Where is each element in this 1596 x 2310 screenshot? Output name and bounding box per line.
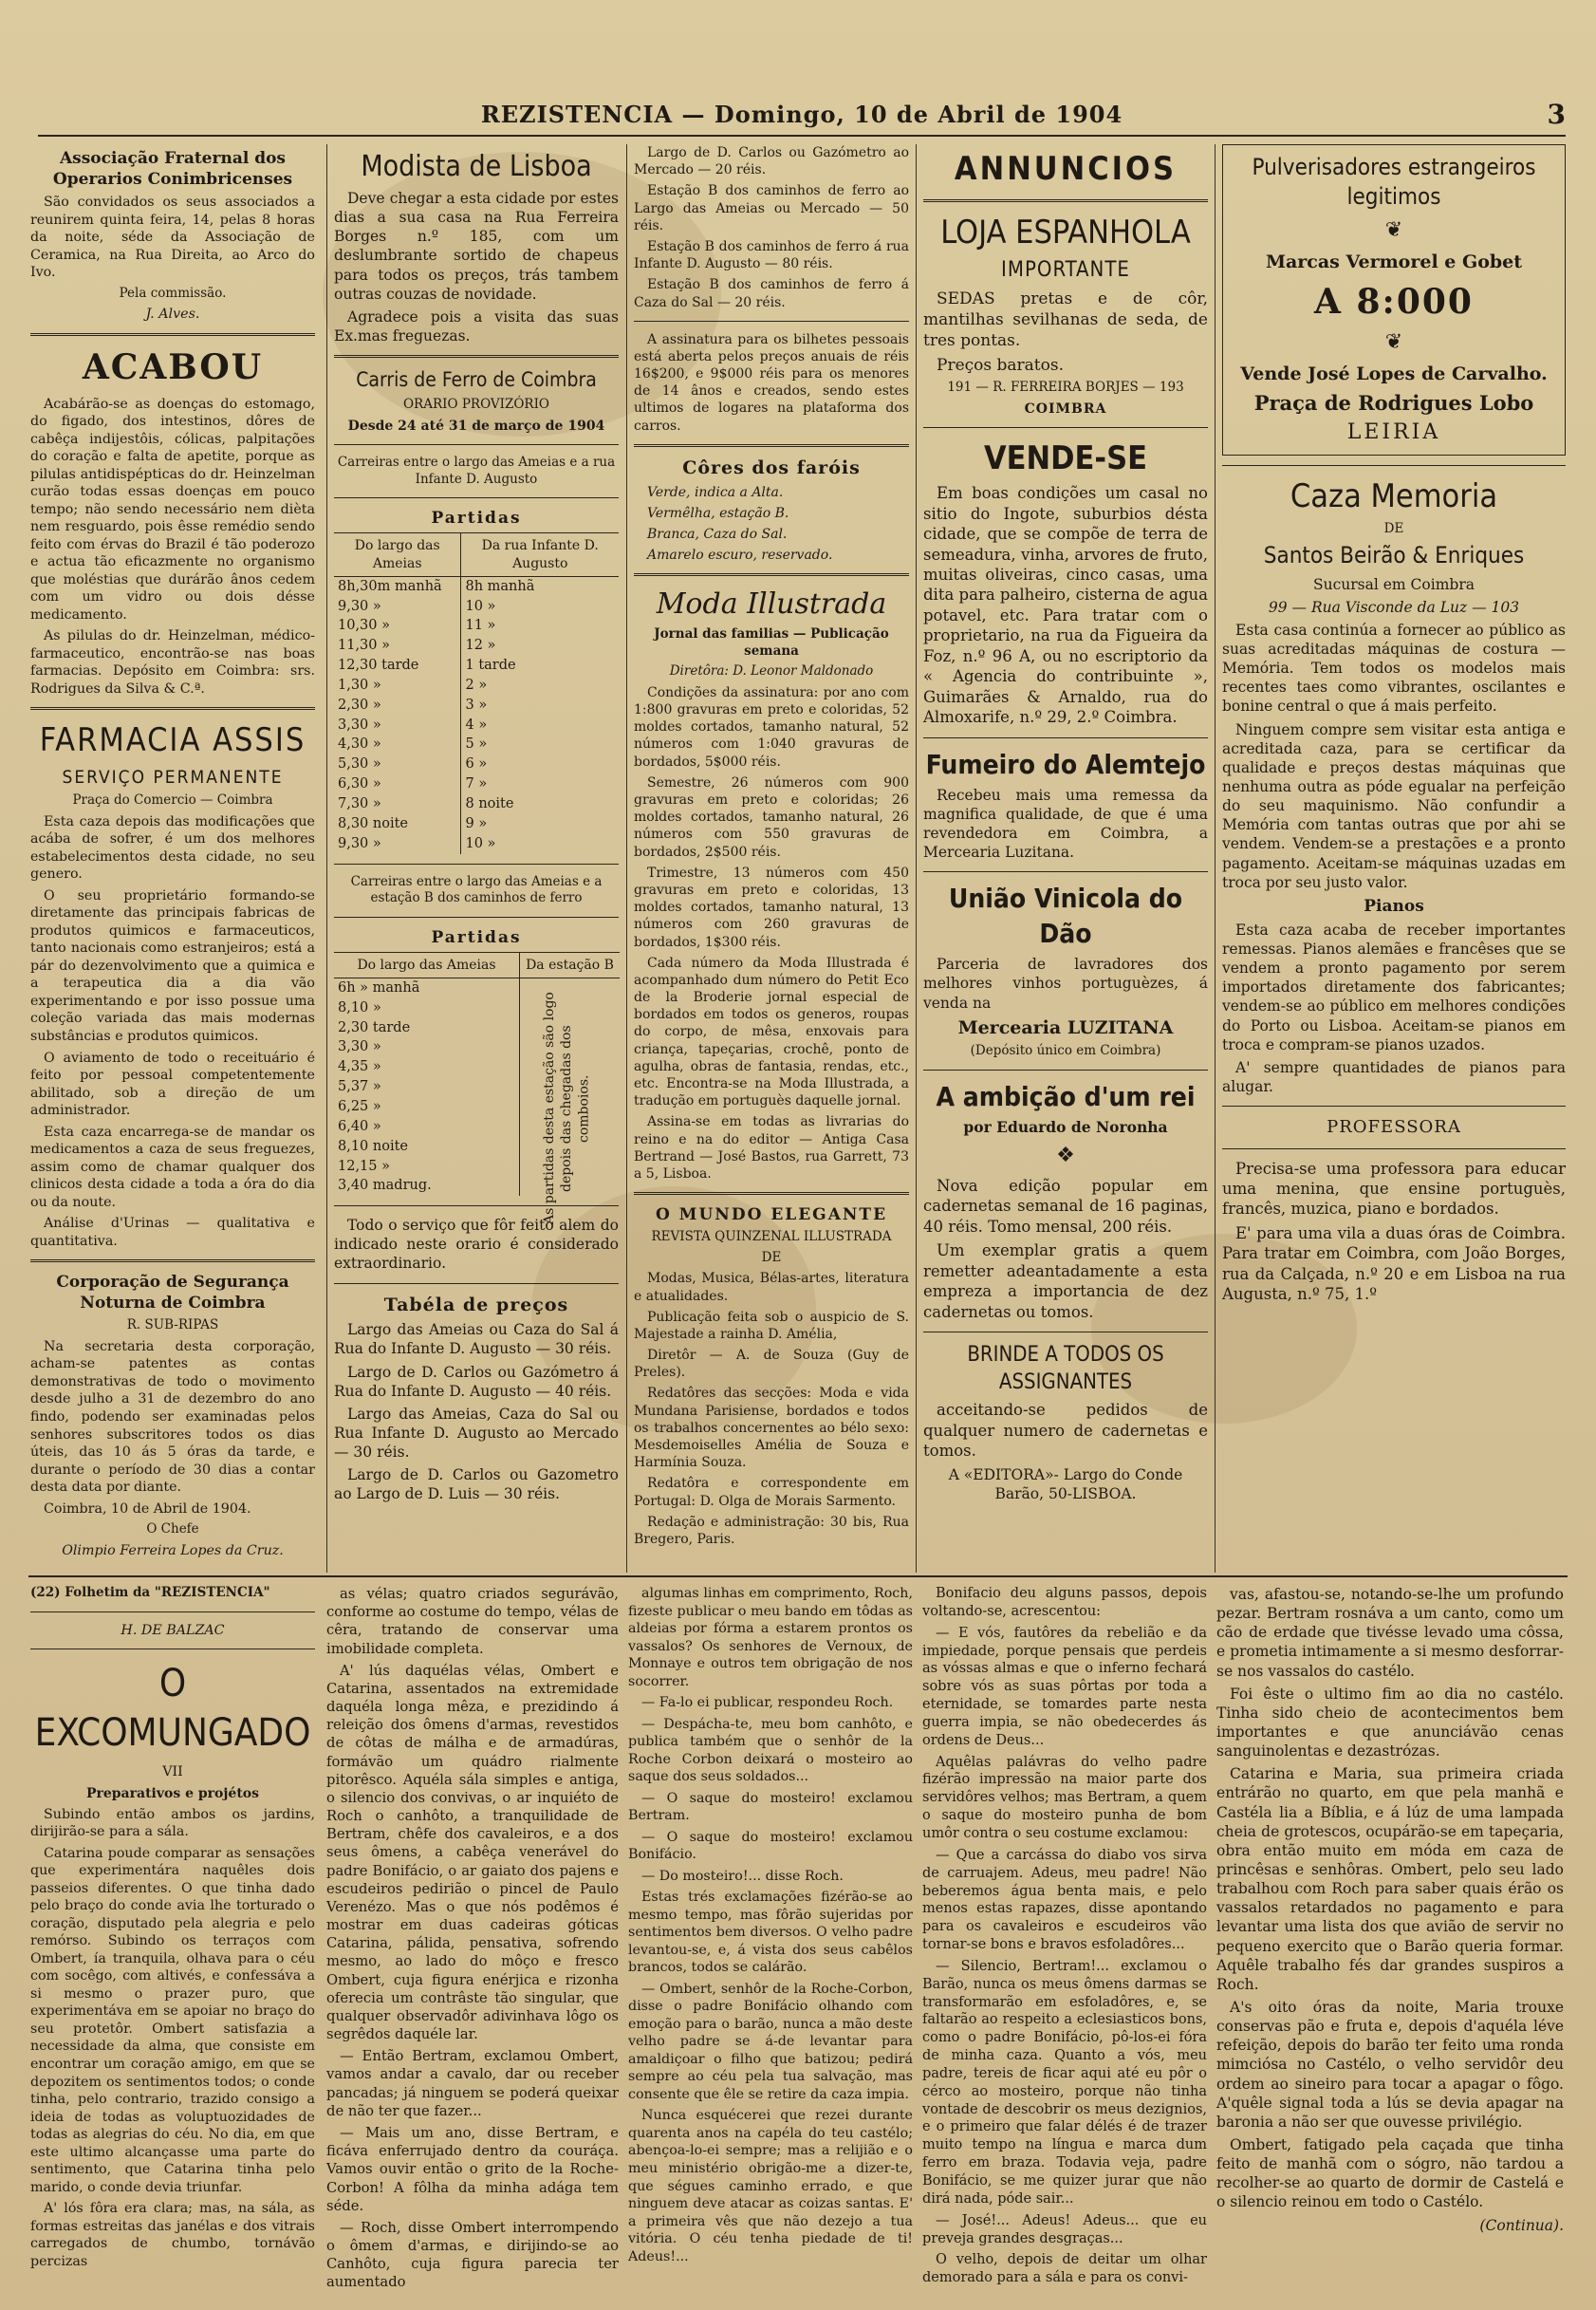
folhetim-col-3: [628, 1585, 913, 2269]
loja-subheading: IMPORTANTE: [1001, 258, 1130, 283]
mundo-subheading: REVISTA QUINZENAL ILLUSTRADA: [651, 1229, 892, 1245]
farmacia-heading: FARMACIA ASSIS: [39, 721, 306, 760]
folhetim-para: — Que a carcássa do diabo vos sirva de carruajem. Adeus, meu padre! Não beberemos água benta mais, e pelo menos estas rapazes, disse apontando para os cavaleiros e escudeiros vão tornar-se bons e bravos esfoladôres...: [922, 1847, 1207, 1953]
schedule-cell: 1 tarde: [465, 658, 516, 674]
mundo-body-5: Redatôra e correspondente em Portugal: D. Olga de Morais Sarmento.: [634, 1476, 909, 1509]
schedule-cell: 4 »: [465, 717, 488, 733]
schedule-row: [334, 576, 619, 596]
schedule-cell: 5,30 »: [334, 754, 461, 774]
folhetim-para: Catarina e Maria, sua primeira criada entrárão no quarto, em que pela manhã e Castéla lia a Bíblia, e á lúz de uma lampada cheia de grotescos, ocupárão-se em tapeçaria, obra então muito em móda em caza de princêsas e senhôras. Ombert, pelo seu lado trabalhou com Roch para saber quais érão os vassalos retardados no pagamento e para levantar uma lista dos que avião de servir no pequeno exercito que o Barão queria formar. Aquêle trabalho fés dar grandes suspiros a Roch.: [1216, 1765, 1564, 1993]
cores-heading: Côres dos faróis: [682, 456, 861, 478]
folhetim-label: (22) Folhetim da "REZISTENCIA": [30, 1585, 270, 1600]
schedule-cell: 5,37 »: [338, 1079, 381, 1095]
schedule-cell: 6,25 »: [338, 1098, 381, 1114]
schedule-note: As partidas desta estação são logo depois das chegadas dos comboios.: [542, 992, 592, 1225]
column-2: [334, 144, 619, 1508]
schedule-cell: 1,30 »: [334, 676, 461, 696]
schedule-row: [334, 774, 619, 794]
assoc-heading: Associação Fraternal dos Operarios Conimbricenses: [52, 149, 293, 190]
folhetim-para: — O saque do mosteiro! exclamou Bonifácio.: [628, 1829, 913, 1863]
schedule-col-header: Do largo das Ameias: [334, 952, 519, 978]
folhetim-para: — E vós, fautôres da rebelião e da impiedade, porque pensais que perdeis as vóssas almas e que o inferno fechará sobre vós as suas pôrtas por toda a eternidade, se tomardes parte nesta guerra impia, se não obedecerdes ás ordens de Deus...: [922, 1625, 1207, 1748]
folhetim-para: O velho, depois de deitar um olhar demorado para a sála e para os convi-: [922, 2252, 1207, 2286]
loja-address: 191 — R. FERREIRA BORJES — 193: [947, 380, 1184, 396]
uniao-heading: União Vinicola do Dão: [948, 883, 1183, 949]
folhetim-continua: (Continua).: [1479, 2216, 1564, 2234]
folhetim-para: — Silencio, Bertram!... exclamou o Barão, nunca os meus ômens darmas se transformarão em esfoladôres, e, se faltarão ao respeito a eclesiasticos bons, como o padre Bonifácio, pô-los-ei fóra de minha caza. Quanto a vós, meu padre, tereis de ficar aqui até eu pôr o cérco ao mosteiro, porque não tinha vontade de descobrir os meus dezignios, e o primeiro que falar délés é de trazer muito tempo na língua e marca dum ferro em braza. Todavia veja, padre Bonifácio, se me quizer jurar que não dirá nada, póde sair...: [922, 1958, 1207, 2207]
schedule-row: [334, 716, 619, 736]
schedule-cell: 3 »: [465, 697, 488, 713]
folhetim-author: H. DE BALZAC: [121, 1622, 225, 1638]
mundo-body-6: Redação e administração: 30 bis, Rua Bregero, Paris.: [634, 1514, 909, 1547]
carris-dates: Desde 24 até 31 de março de 1904: [347, 418, 605, 434]
schedule-row: [334, 1057, 519, 1077]
column-5: [1222, 144, 1566, 1309]
loja-heading: LOJA ESPANHOLA: [940, 214, 1191, 252]
caza-body-1: Esta casa continúa a fornecer ao público as suas acreditadas máquinas de costura — Memória. Tem todos os modelos mais recentes taes como vibrantes, oscilantes e bonine central o que á mais perfeito.: [1222, 621, 1566, 716]
folhetim-chapter-title: Preparativos e projétos: [85, 1785, 260, 1801]
column-rule: [1215, 144, 1216, 1573]
ornament-icon: ❦: [1384, 330, 1403, 355]
caza-address: 99 — Rua Visconde da Luz — 103: [1268, 598, 1520, 616]
precos-heading: Tabéla de preços: [383, 1294, 569, 1315]
brinde-body: acceitando-se pedidos de qualquer numero de cadernetas e tomos.: [923, 1401, 1208, 1461]
schedule-row: [334, 636, 619, 656]
professora-body-2: E' para uma vila a duas óras de Coimbra. Para tratar em Coimbra, com João Borges, rua da Calçada, n.º 20 e em Lisboa na rua Augusta, n.º 75, 1.º: [1222, 1223, 1566, 1304]
corporacao-signer: Olimpio Ferreira Lopes da Cruz.: [62, 1542, 284, 1558]
schedule-row: [334, 998, 519, 1018]
pianos-heading: Pianos: [1364, 896, 1424, 916]
folhetim-col-1: [30, 1585, 315, 2274]
mundo-body-2: Publicação feita sob o auspicio de S. Majestade a rainha D. Amélia,: [634, 1309, 909, 1342]
schedule-cell: 6,40 »: [338, 1118, 381, 1134]
pulv-praca: Praça de Rodrigues Lobo: [1253, 390, 1534, 415]
assoc-signer: J. Alves.: [145, 307, 200, 323]
corporacao-body: Na secretaria desta corporação, acham-se patentes as contas demonstrativas de todo o movimento desde julho a 31 de dezembro do ano findo, podendo ser examinadas pelos senhores subscritores todos os dias úteis, das 10 ás 5 óras da tarde, e durante o período de 30 dias a contar desta data por diante.: [30, 1338, 315, 1496]
folhetim-para: Foi êste o ultimo fim ao dia no castélo. Tinha sido cheio de acontecimentos bem importantes e que anunciávão cenas sanguinolentas e dezastrózas.: [1216, 1685, 1564, 1760]
schedule-cell: 8h manhã: [465, 578, 535, 594]
schedule-row: [334, 1077, 519, 1097]
schedule-cell: 12,30 tarde: [334, 656, 461, 676]
column-3: [634, 144, 909, 1552]
partidas-heading-1: Partidas: [431, 509, 522, 529]
fumeiro-heading: Fumeiro do Alemtejo: [925, 748, 1206, 780]
schedule-cell: 8,10 noite: [338, 1138, 409, 1154]
schedule-cell: 8 noite: [465, 796, 514, 811]
column-4: [923, 144, 1208, 1507]
folhetim-title: O EXCOMUNGADO: [34, 1662, 311, 1756]
moda-body-4: Cada número da Moda Illustrada é acompanhado dum número do Petit Eco de la Broderie jornal especial de bordados em todos os generos, roupas do corpo, de mêsa, enxovais para criança, tapeçarias, crochê, ponto de agulha, obras de fantasia, rendas, etc., etc. Encontra-se na Moda Illustrada, a tradução em portuguès daquelle jornal.: [634, 955, 909, 1109]
folhetim-separator: [28, 1575, 1568, 1577]
brinde-heading: BRINDE A TODOS OS ASSIGNANTES: [967, 1343, 1164, 1394]
precos-line-3: Largo das Ameias, Caza do Sal ou Rua Infante D. Augusto ao Mercado — 30 réis.: [334, 1405, 619, 1462]
folhetim-para: — Roch, disse Ombert interrompendo o ômem d'armas, e dirijindo-se ao Canhôto, cuja figura parecia ter aumentado: [326, 2219, 619, 2291]
loja-body: SEDAS pretas e de côr, mantilhas sevilhanas de seda, de tres pontas.: [923, 289, 1208, 351]
folhetim-col-5: [1216, 1585, 1564, 2239]
schedule-row: [334, 834, 619, 854]
schedule-cell: 6 »: [465, 756, 488, 773]
column-rule: [916, 144, 917, 1573]
ornament-icon: ❖: [1056, 1144, 1075, 1168]
folhetim-para: Nunca esquécerei que rezei durante quarenta anos na capéla do teu castélo; abençoa-lo-ei sempre; mas a relijião e o meu ministério obrigão-me a dizer-te, que ségues caminho errado, e que ninguem deve atacar as coizas santas. E' a primeira vês que não dezejo a tua vitória. O céu tenha piedade de ti! Adeus!...: [628, 2108, 913, 2264]
schedule-cell: 10 »: [465, 835, 496, 851]
moda-body-1: Condições da assinatura: por ano com 1:800 gravuras em preto e coloridas, 52 moldes cortados, tamanho natural, 52 números com 1:040 gravuras de bordados, 5$000 réis.: [634, 684, 909, 770]
modista-heading: Modista de Lisboa: [361, 150, 592, 183]
folhetim-chapter: VII: [162, 1764, 183, 1780]
moda-body-5: Assina-se em todas as livrarias do reino e na do editor — Antiga Casa Bertrand — José Bastos, rua Garrett, 73 a 5, Lisboa.: [634, 1114, 909, 1182]
caza-heading: Caza Memoria: [1290, 476, 1498, 515]
folhetim-para: A' lós fôra era clara; mas, na sála, as formas estreitas das janélas e dos vitrais carregados de chumbo, tornávão percizas: [30, 2201, 315, 2269]
loja-prices: Preços baratos.: [937, 356, 1064, 376]
schedule-row: [334, 1117, 519, 1137]
folhetim-para: — José!... Adeus! Adeus... que eu preveja grandes desgraças...: [922, 2212, 1207, 2246]
schedule-cell: 9,30 »: [334, 597, 461, 617]
column-rule: [326, 144, 327, 1573]
schedule-cell: 9 »: [465, 815, 488, 831]
pulv-price: A 8:000: [1314, 281, 1474, 322]
partidas-heading-2: Partidas: [431, 927, 522, 947]
folhetim-col-4: [922, 1585, 1207, 2291]
farmacia-body-3: O aviamento de todo o receituário é feito por pessoal competentemente abilitado, sob a direção de um administrador.: [30, 1050, 315, 1119]
schedule-cell: 3,30 »: [334, 716, 461, 736]
precos-line-6: Estação B dos caminhos de ferro ao Largo das Ameias ou Mercado — 50 réis.: [634, 183, 909, 233]
acabou-body-2: As pilulas do dr. Heinzelman, médico-farmaceutico, encontrão-se nas boas farmacias. Depósito em Coimbra: srs. Rodrigues da Silva & C.ª.: [30, 628, 315, 697]
caza-owners: Santos Beirão & Enriques: [1263, 542, 1525, 569]
schedule-col-header: Da estação B: [520, 952, 620, 978]
caza-body-2: Ninguem compre sem visitar esta antiga e acreditada caza, para se certificar da qualidade e preços destas máquinas que nenhuma outra as póde egualar na perfeição do seu maquinismo. Não confundir a Memória com tantas outras que por ahi se vendem. Vendem-se a prestações e a pronto pagamento. Aceitam-se máquinas uzadas em troca por seu justo valor.: [1222, 720, 1566, 891]
professora-heading: PROFESSORA: [1327, 1117, 1461, 1138]
carris-footnote: Todo o serviço que fôr feito alem do indicado neste orario é considerado extraordinario.: [334, 1217, 619, 1273]
schedule-cell: 12,15 »: [338, 1158, 390, 1174]
vende-body: Em boas condições um casal no sitio do Ingote, suburbios désta cidade, que se compõe de terra de semeadura, vinha, arvores de fruto, muitas oliveiras, cinco casas, uma dita para palheiro, cisterna de agua potavel, etc. Para tratar com o proprietario, na rua da Figueira da Foz, n.º 96 A, ou no escriptorio da « Agencia do contribuinte », Guimarães & Arnaldo, rua do Almoxarife, n.º 29, 2.º Coimbra.: [923, 484, 1208, 727]
fumeiro-body: Recebeu mais uma remessa da magnifica qualidade, de que é uma revendedora em Coimbra, a Mercearia Luzitana.: [923, 786, 1208, 862]
page-number: 3: [1547, 99, 1566, 130]
schedule-cell: 4,35 »: [338, 1059, 381, 1075]
ambicao-body-1: Nova edição popular em cadernetas semanal de 16 paginas, 40 réis. Tomo mensal, 200 réis.: [923, 1177, 1208, 1236]
folhetim-para: Estas trés exclamações fizérão-se ao mesmo tempo, mas fôrão sujeridas por sentimentos bem diversos. O velho padre levantou-se, e, á vista dos seus cabêlos brancos, todos se calárão.: [628, 1890, 913, 1976]
schedule-row: [334, 794, 619, 814]
schedule-cell: 9,30 »: [334, 834, 461, 854]
folhetim-para: A' lús daquélas vélas, Ombert e Catarina, assentados na extremidade daquéla longa mêza, e prezidindo á releição dos ômens d'armas, revestidos de côtas de málha e de armadúras, formávão um quádro rialmente pitorêsco. Aquéla sála simples e antiga, o silencio dos convivas, o ar inquiéto de Roch o canhôto, a tranquilidade de Bertram, chêfe dos cavaleiros, e a dos seus ômens, a cabêça venerável do padre Bonifácio, o ar gaiato dos pajens e escudeiros pedirião o pincel de Paulo Verenézo. Mas o que nós podêmos é mostrar em duas cadeiras góticas Catarina, pálida, pensativa, sofrendo mesmo, ao lado do môço e fresco Ombert, cuja figura enérjica e rizonha oferecia um contrâste tão singular, que qualquer observadôr adivinhava lôgo os segrêdos daquéle lar.: [326, 1662, 619, 2043]
schedule-cell: 4,30 »: [334, 735, 461, 754]
folhetim-col-2: [326, 1585, 619, 2296]
folhetim-para: Aquêlas palávras do velho padre fizérão impressão na maior parte dos servidôres velhos; mas Bertram, a quem o saque do mosteiro punha de bom umôr contra o seu costume exclamou:: [922, 1754, 1207, 1841]
carris-subheading: ORARIO PROVIZÓRIO: [402, 397, 549, 413]
schedule-row: [334, 754, 619, 774]
schedule-row: [334, 656, 619, 676]
schedule-row: [334, 696, 619, 716]
vende-heading: VENDE-SE: [983, 439, 1148, 478]
schedule-table-1: [334, 532, 619, 853]
schedule-table-2: [334, 952, 519, 1196]
uniao-deposito: (Depósito único em Coimbra): [970, 1043, 1161, 1059]
schedule-row: [334, 676, 619, 696]
ambicao-author: por Eduardo de Noronha: [963, 1118, 1168, 1137]
cores-item: Verde, indica a Alta.: [647, 484, 784, 500]
schedule-cell: 2,30 »: [334, 696, 461, 716]
mundo-heading: O MUNDO ELEGANTE: [655, 1205, 888, 1225]
schedule-cell: 6,30 »: [334, 774, 461, 794]
schedule-cell: 10 »: [465, 598, 496, 614]
moda-subheading: Jornal das familias — Publicação semana: [654, 626, 889, 659]
uniao-body: Parceria de lavradores dos melhores vinhos portuguèzes, á venda na: [923, 956, 1208, 1012]
mundo-body-3: Diretôr — A. de Souza (Guy de Preles).: [634, 1348, 909, 1381]
annuncios-heading: ANNUNCIOS: [954, 150, 1178, 188]
schedule-cell: 10,30 »: [334, 616, 461, 636]
schedule-col-header: Da rua Infante D. Augusto: [461, 533, 619, 576]
precos-line-2: Largo de D. Carlos ou Gazómetro á Rua do Infante D. Augusto — 40 réis.: [334, 1363, 619, 1400]
schedule-cell: 3,40 madrug.: [338, 1178, 432, 1194]
folhetim-para: — Despácha-te, meu bom canhôto, e publica também que o senhôr de la Roche Corbon deixará o mosteiro ao saque dos seus soldados...: [628, 1716, 913, 1785]
schedule-cell: 8h,30m manhã: [334, 576, 461, 596]
moda-body-2: Semestre, 26 números com 900 gravuras em preto e coloridas; 26 moldes cortados, tamanho natural, 26 números com 550 gravuras de bordados, 2$500 réis.: [634, 774, 909, 860]
schedule-row: [334, 597, 619, 617]
pulv-city: LEIRIA: [1346, 420, 1441, 445]
schedule-row: [334, 735, 619, 754]
pulv-vende: Vende José Lopes de Carvalho.: [1240, 363, 1548, 385]
masthead: [38, 95, 1566, 137]
folhetim-para: — Do mosteiro!... disse Roch.: [641, 1868, 844, 1884]
brinde-address: A «EDITORA»- Largo do Conde Barão, 50-LISBOA.: [948, 1465, 1183, 1502]
folhetim-para: A's oito óras da noite, Maria trouxe conservas pão e fruta e, depois d'aquéla léve refeição, depois do barão ter feito uma ronda mimciósa no Castélo, o velho servidôr deu ordem ao sineiro para tocar a apagar o fôgo. A'quêle signal toda a lús se devia apagar na baronia a não ser que ouvesse privilégio.: [1216, 1998, 1564, 2131]
carris-route-2: Carreiras entre o largo das Ameias e a estação B dos caminhos de ferro: [350, 873, 603, 906]
farmacia-body-4: Esta caza encarrega-se de mandar os medicamentos a caza de seus freguezes, assim como de chamar qualquer dos clinicos desta cidade a toda a óra do dia ou da noute.: [30, 1124, 315, 1210]
column-rule: [626, 144, 627, 1573]
moda-body-3: Trimestre, 13 números com 450 gravuras em preto e coloridas, 13 moldes cortados, tamanho natural, 13 números com 260 gravuras de bordados, 1$300 réis.: [634, 865, 909, 950]
folhetim-para: Subindo então ambos os jardins, dirijirão-se para a sála.: [30, 1806, 315, 1840]
farmacia-location: Praça do Comercio — Coimbra: [72, 792, 273, 809]
schedule-cell: 2 »: [465, 677, 488, 693]
farmacia-body-1: Esta caza depois das modificações que acába de sofrer, é um dos melhores estabelecimentos desta cidade, no seu genero.: [30, 813, 315, 883]
folhetim-para: — Fa-lo ei publicar, respondeu Roch.: [641, 1695, 894, 1711]
precos-line-5: Largo de D. Carlos ou Gazómetro ao Mercado — 20 réis.: [634, 145, 909, 178]
caza-sucursal: Sucursal em Coimbra: [1313, 575, 1475, 593]
folhetim-para: — Então Bertram, exclamou Ombert, vamos andar a cavalo, dar ou receber pancadas; já ninguem se poderá queixar de não ter que fazer...: [326, 2048, 619, 2119]
corporacao-heading: Corporação de Segurança Noturna de Coimbra: [56, 1273, 289, 1313]
folhetim-para: Bonifacio deu alguns passos, depois voltando-se, acrescentou:: [922, 1586, 1207, 1619]
ornament-icon: ❦: [1384, 218, 1403, 243]
modista-body: Deve chegar a esta cidade por estes dias a sua casa na Rua Ferreira Borges n.º 185, com um deslumbrante sortido de chapeus para todos os preços, trás tambem outras couzas de novidade.: [334, 190, 619, 303]
schedule-row: [334, 1157, 519, 1177]
folhetim-para: vas, afastou-se, notando-se-lhe um profundo pezar. Bertram rosnáva a um canto, como um cão de erdade que tivésse levado uma côssa, e prometia intimamente a si mesmo desforrar-se nos vassalos do castélo.: [1216, 1586, 1564, 1680]
precos-line-4: Largo de D. Carlos ou Gazometro ao Largo de D. Luis — 30 réis.: [334, 1466, 619, 1503]
schedule-cell: 7,30 »: [334, 794, 461, 814]
schedule-row: [334, 1097, 519, 1117]
assoc-sign: Pela commissão.: [119, 285, 227, 301]
pianos-body-1: Esta caza acaba de receber importantes remessas. Pianos alemães e francêses que se vendem a pronto pagamento por serem importados diretamente dos fabricantes; vendem-se ao público em melhores condições do Porto ou Lisboa. Aceitam-se pianos em troca e compram-se pianos uzados.: [1222, 921, 1566, 1053]
schedule-col-header: Do largo das Ameias: [334, 533, 461, 576]
pulv-marcas: Marcas Vermorel e Gobet: [1265, 251, 1523, 272]
folhetim-para: algumas linhas em comprimento, Roch, fizeste publicar o meu bando em tôdas as aldeias por fórma a estarem prontos os vassalos? Os senhores de Vernoux, de Monnaye e outros tem obrigação de nos socorrer.: [628, 1586, 913, 1689]
cores-item: Amarelo escuro, reservado.: [647, 548, 833, 564]
schedule-cell: 8,10 »: [338, 999, 381, 1015]
schedule-row: [334, 1018, 519, 1038]
folhetim-para: Ombert, fatigado pela caçada que tinha feito de manhã com o sógro, não tardou a recolher-se ao quarto de dormir de Castelá e o silencio reinou em todo o Castélo.: [1216, 2135, 1564, 2211]
masthead-title: REZISTENCIA — Domingo, 10 de Abril de 1904: [480, 101, 1123, 128]
cores-item: Vermêlha, estação B.: [647, 505, 789, 521]
assoc-body: São convidados os seus associados a reunirem quinta feira, 14, pelas 8 horas da noite, séde da Associação de Ceramica, na Rua Direita, ao Arco do Ivo.: [30, 195, 315, 281]
precos-line-7: Estação B dos caminhos de ferro á rua Infante D. Augusto — 80 réis.: [634, 238, 909, 272]
schedule-cell: 6h » manhã: [338, 979, 420, 996]
pulverisadores-ad: [1222, 144, 1566, 456]
assinatura-body: A assinatura para os bilhetes pessoais está aberta pelos preços anuais de réis 16$200, e 9$000 réis para os menores de 14 ânos e creados, sendo estes ultimos de logares na plataforma dos carros.: [634, 331, 909, 434]
schedule-row: [334, 1176, 519, 1196]
caza-de: DE: [1383, 520, 1404, 536]
moda-heading: Moda Illustrada: [656, 587, 887, 622]
schedule-row: [334, 1037, 519, 1057]
schedule-cell: 12 »: [465, 638, 496, 654]
farmacia-subheading: SERVIÇO PERMANENTE: [62, 766, 284, 788]
schedule-cell: 3,30 »: [338, 1039, 381, 1055]
schedule-row: [334, 814, 619, 834]
cores-item: Branca, Caza do Sal.: [647, 526, 788, 542]
column-1: [30, 144, 315, 1563]
corporacao-sign: O Chefe: [146, 1521, 199, 1537]
acabou-heading: ACABOU: [82, 346, 264, 387]
professora-body-1: Precisa-se uma professora para educar uma menina, que ensine portuguès, francês, muzica, piano e bordados.: [1222, 1159, 1566, 1219]
schedule-cell: 5 »: [465, 736, 488, 753]
uniao-mercearia: Mercearia LUZITANA: [957, 1016, 1174, 1038]
folhetim-para: — Mais um ano, disse Bertram, e ficáva enferrujado dentro da couráça. Vamos ouvir então o grito de la Roche-Corbon! A fôlha da minha adága tem séde.: [326, 2124, 619, 2214]
schedule-cell: 11 »: [465, 618, 496, 634]
ambicao-body-2: Um exemplar gratis a quem remetter adeantadamente a esta empreza a importancia de dez cadernetas ou tomos.: [923, 1241, 1208, 1321]
folhetim-para: — Ombert, senhôr de la Roche-Corbon, disse o padre Bonifácio olhando com emoção para o barão, nunca a mão deste velho padre se á-de levantar para amaldiçoar o filho que batizou; pedirá sempre ao céu pela tua salvação, mas consente que êle se retire da caza impia.: [628, 1981, 913, 2102]
ambicao-heading: A ambição d'um rei: [936, 1080, 1196, 1112]
farmacia-body-2: O seu proprietário formando-se diretamente das principais fabricas de produtos quimicos e farmaceuticos, tanto nacionais como estranjeiros; está a pár do dezenvolvimento que a quimica e a terapeutica dia a dia vão experimentando e por isso possue uma coleção variada das mais modernas substâncias e produtos quimicos.: [30, 887, 315, 1044]
schedule-cell: 8,30 noite: [334, 814, 461, 834]
schedule-cell: 7 »: [465, 776, 488, 792]
modista-body-2: Agradece pois a visita das suas Ex.mas freguezas.: [334, 307, 619, 345]
loja-city: COIMBRA: [1024, 401, 1107, 417]
schedule-cell: 11,30 »: [334, 636, 461, 656]
schedule-cell: 2,30 tarde: [338, 1019, 411, 1035]
mundo-de: DE: [761, 1249, 782, 1265]
schedule-row: [334, 978, 519, 997]
carris-heading: Carris de Ferro de Coimbra: [356, 368, 597, 392]
mundo-body-4: Redatôres das secções: Moda e vida Mundana Parisiense, bordados e todos os trabalhos concernentes ao bélo sexo: Mesdemoiselles Amélia de Souza e Harmínia Souza.: [634, 1386, 909, 1471]
farmacia-body-5: Análise d'Urinas — qualitativa e quantitativa.: [30, 1216, 315, 1249]
schedule-row: [334, 616, 619, 636]
acabou-body: Acabárão-se as doenças do estomago, do figado, dos intestinos, dôres de cabêça indijestôis, cólicas, palpitações do coração e falta de apetite, porque as pilulas antidispépticas do dr. Heinzelman curão todas essas doenças em pouco tempo; não sendo necessário nem dièta nem resguardo, pois êsse remédio sendo feito com érvas do Brazil é tão poderozo e actua tão eficazmente no organismo que moléstias que durárão ânos cedem com um vidro ou dois désse medicamento.: [30, 396, 315, 623]
folhetim-para: Catarina poude comparar as sensações que experimentára naquêles dois passeios diferentes. O que tinha dado pelo braço do conde avia lhe torturado o coração, disputado pela alegria e pelo remórso. Subindo os terraços com Ombert, ía tranquila, olhava para o céu com socêgo, com altivés, e confessáva a si mesmo o prazer puro, que experimentáva em se apoiar no braço do seu protetôr. Ombert satisfazia a necessidade da alma, que consiste em encontrar um coração amigo, em que se depozitem os sentimentos todos; o conde tinha, pelo contrario, trazido consigo a ideia de todas as voluptuozidades de todas as alegrias do céu. No dia, em que este ultimo alcançasse uma parte do sentimento, que Catarina tinha pelo marido, o conde devia triunfar.: [30, 1845, 315, 2195]
precos-line-8: Estação B dos caminhos de ferro á Caza do Sal — 20 réis.: [634, 277, 909, 310]
precos-line-1: Largo das Ameias ou Caza do Sal á Rua do Infante D. Augusto — 30 réis.: [334, 1321, 619, 1358]
schedule-row: [334, 1137, 519, 1157]
mundo-body-1: Modas, Musica, Bélas-artes, literatura e atualidades.: [634, 1271, 909, 1304]
moda-director: Diretôra: D. Leonor Maldonado: [669, 663, 874, 680]
corporacao-address: R. SUB-RIPAS: [126, 1317, 219, 1333]
folhetim-para: as vélas; quatro criados segurávão, conforme ao costume do tempo, vélas de cêra, tratando de conservar uma imobilidade completa.: [326, 1586, 619, 1657]
corporacao-date: Coimbra, 10 de Abril de 1904.: [44, 1500, 251, 1517]
pianos-body-2: A' sempre quantidades de pianos para alugar.: [1222, 1058, 1566, 1096]
folhetim-para: — O saque do mosteiro! exclamou Bertram.: [628, 1790, 913, 1824]
carris-route-1: Carreiras entre o largo das Ameias e a rua Infante D. Augusto: [337, 455, 616, 487]
pulv-heading: Pulverisadores estrangeiros legitimos: [1252, 154, 1536, 211]
